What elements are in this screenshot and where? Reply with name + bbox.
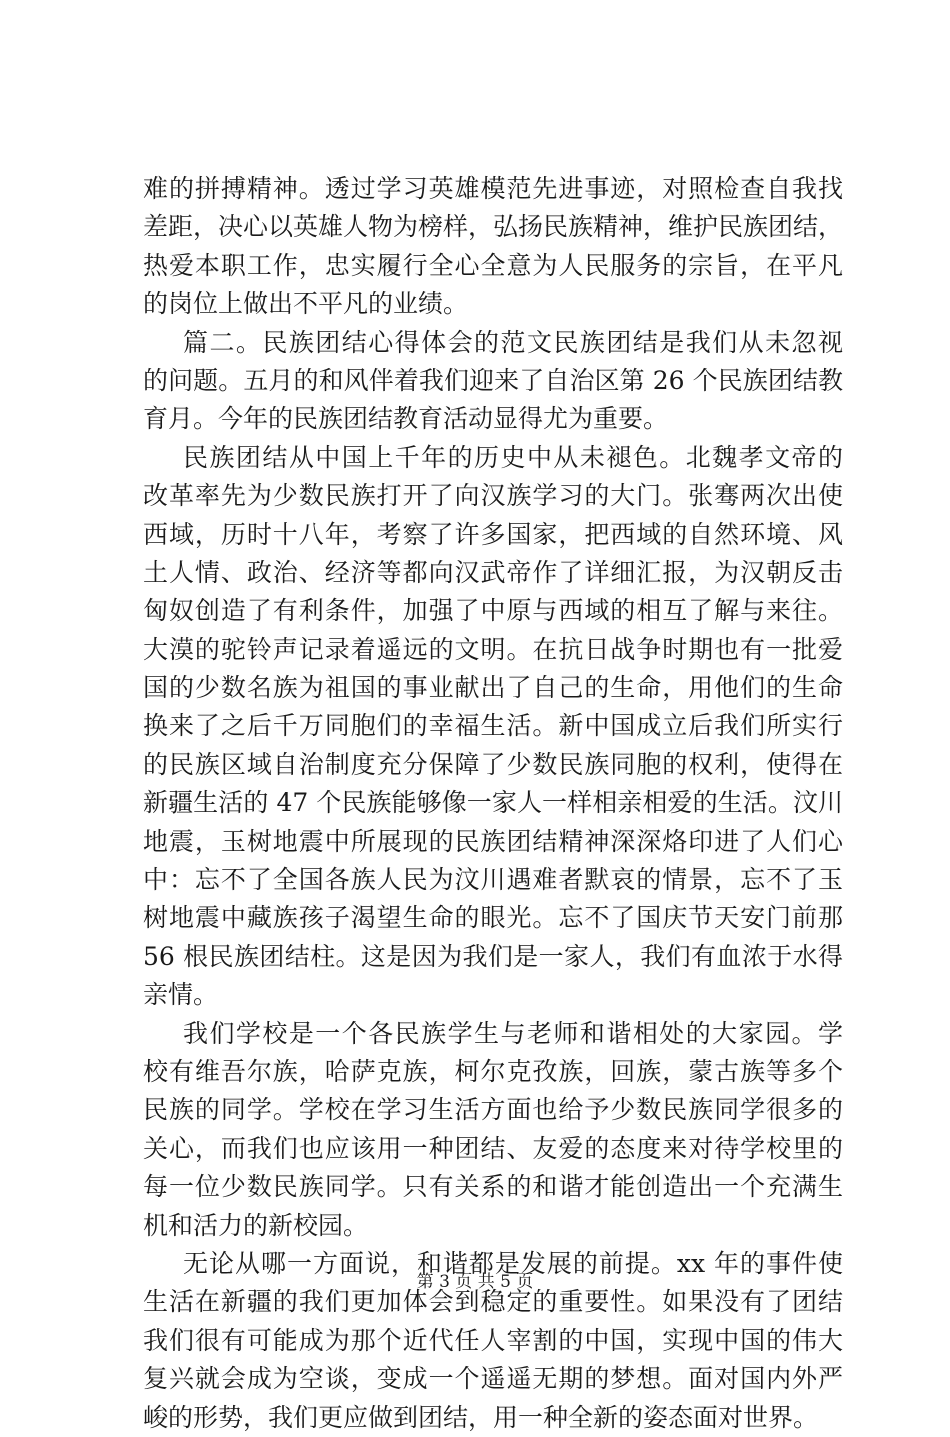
text-line: 亲情。	[143, 980, 219, 1010]
text-line: 差距，决心以英雄人物为榜样，弘扬民族精神，维护民族团结，	[143, 212, 844, 242]
text-line: 56 根民族团结柱。这是因为我们是一家人，我们有血浓于水得	[143, 941, 843, 971]
text-line: 树地震中藏族孩子渴望生命的眼光。忘不了国庆节天安门前那	[143, 903, 843, 933]
paragraph	[143, 1015, 843, 1245]
text-line: 关心，而我们也应该用一种团结、友爱的态度来对待学校里的	[143, 1133, 843, 1163]
text-line: 大漠的驼铃声记录着遥远的文明。在抗日战争时期也有一批爱	[143, 634, 843, 664]
text-line: 我们学校是一个各民族学生与老师和谐相处的大家园。学	[183, 1018, 843, 1048]
text-line: 篇二。民族团结心得体会的范文民族团结是我们从未忽视	[183, 327, 843, 357]
text-line: 热爱本职工作，忠实履行全心全意为人民服务的宗旨，在平凡	[143, 250, 843, 280]
text-line: 每一位少数民族同学。只有关系的和谐才能创造出一个充满生	[143, 1172, 843, 1202]
text-line: 的岗位上做出不平凡的业绩。	[143, 289, 469, 319]
paragraph	[143, 439, 843, 1015]
body-text	[143, 170, 843, 1437]
text-line: 我们很有可能成为那个近代任人宰割的中国，实现中国的伟大	[143, 1325, 843, 1355]
text-line: 匈奴创造了有利条件，加强了中原与西域的相互了解与来往。	[143, 596, 843, 626]
text-line: 校有维吾尔族，哈萨克族，柯尔克孜族，回族，蒙古族等多个	[143, 1056, 843, 1086]
text-line: 的民族区域自治制度充分保障了少数民族同胞的权利，使得在	[143, 749, 843, 779]
text-line: 育月。今年的民族团结教育活动显得尤为重要。	[143, 404, 669, 434]
text-line: 换来了之后千万同胞们的幸福生活。新中国成立后我们所实行	[143, 711, 843, 741]
text-line: 生活在新疆的我们更加体会到稳定的重要性。如果没有了团结	[143, 1287, 843, 1317]
text-line: 民族的同学。学校在学习生活方面也给予少数民族同学很多的	[143, 1095, 843, 1125]
text-line: 的问题。五月的和风伴着我们迎来了自治区第 26 个民族团结教	[143, 365, 843, 395]
paragraph	[143, 324, 843, 439]
text-line: 国的少数名族为祖国的事业献出了自己的生命，用他们的生命	[143, 673, 843, 703]
text-line: 中：忘不了全国各族人民为汶川遇难者默哀的情景，忘不了玉	[143, 865, 843, 895]
page-number-footer: 第 3 页 共 5 页	[416, 1272, 534, 1292]
text-line: 地震，玉树地震中所展现的民族团结精神深深烙印进了人们心	[143, 826, 843, 856]
text-line: 西域，历时十八年，考察了许多国家，把西域的自然环境、风	[143, 519, 843, 549]
text-line: 新疆生活的 47 个民族能够像一家人一样相亲相爱的生活。汶川	[143, 788, 843, 818]
text-line: 机和活力的新校园。	[143, 1210, 369, 1240]
text-line: 民族团结从中国上千年的历史中从未褪色。北魏孝文帝的	[183, 442, 843, 472]
paragraph	[143, 170, 843, 324]
text-line: 峻的形势，我们更应做到团结，用一种全新的姿态面对世界。	[143, 1402, 819, 1432]
text-line: 复兴就会成为空谈，变成一个遥遥无期的梦想。面对国内外严	[143, 1364, 843, 1394]
text-line: 无论从哪一方面说，和谐都是发展的前提。xx 年的事件使	[183, 1248, 843, 1278]
text-line: 土人情、政治、经济等都向汉武帝作了详细汇报，为汉朝反击	[143, 557, 843, 587]
text-line: 难的拼搏精神。透过学习英雄模范先进事迹，对照检查自我找	[143, 174, 843, 203]
text-line: 改革率先为少数民族打开了向汉族学习的大门。张骞两次出使	[143, 481, 843, 511]
